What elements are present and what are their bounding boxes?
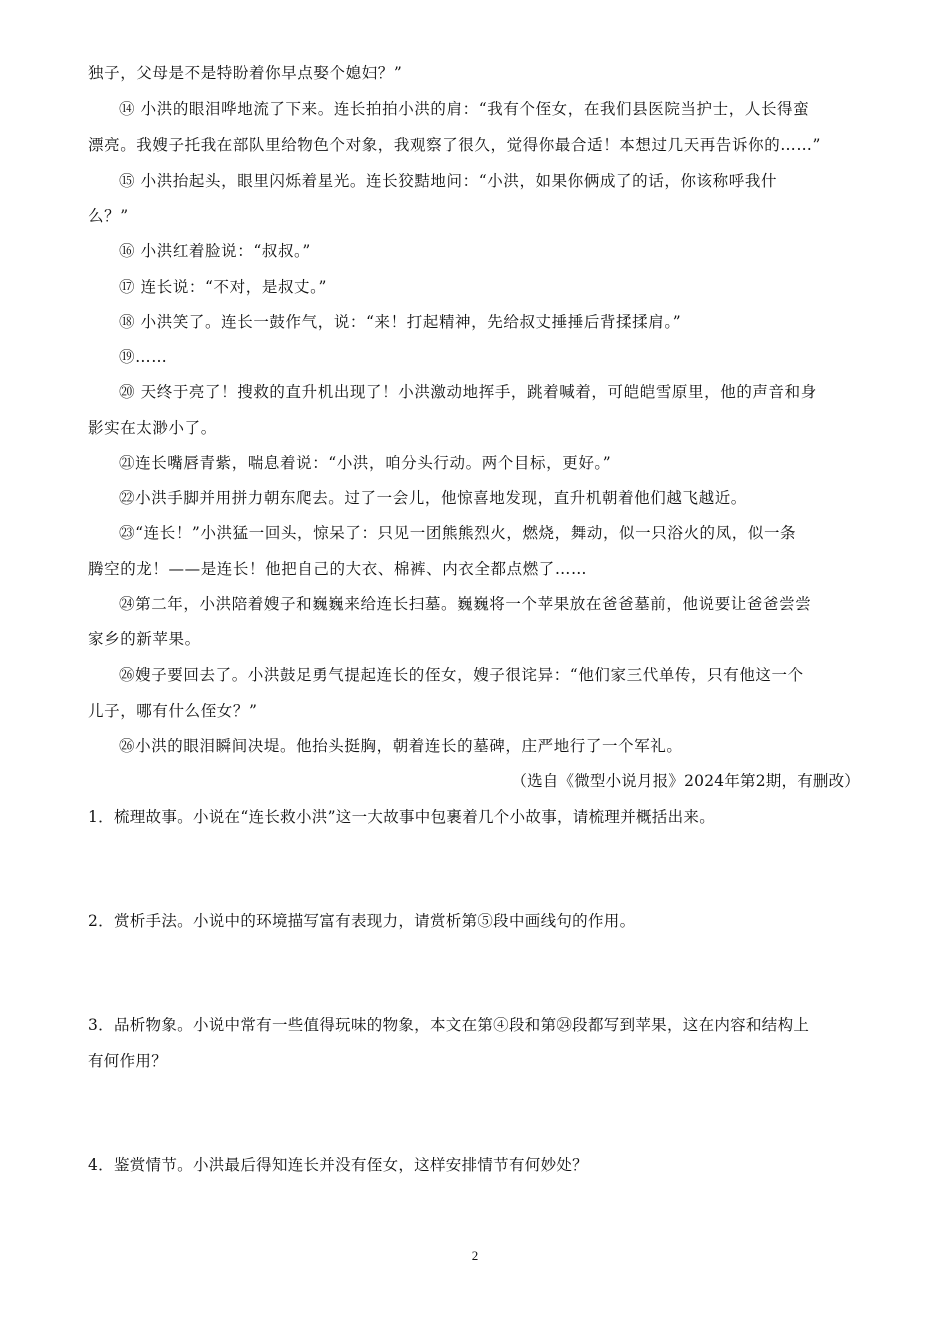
paragraph-line: 腾空的龙！——是连长！他把自己的大衣、棉裤、内衣全都点燃了…… — [88, 560, 588, 578]
paragraph-24: ㉔第二年，小洪陪着嫂子和巍巍来给连长扫墓。巍巍将一个苹果放在爸爸墓前，他说要让爸爸尝尝 — [119, 595, 812, 613]
paragraph-22: ㉒小洪手脚并用拼力朝东爬去。过了一会儿，他惊喜地发现，直升机朝着他们越飞越近。 — [119, 489, 747, 507]
question-3-continued: 有何作用？ — [88, 1052, 168, 1070]
paragraph-line: 儿子，哪有什么侄女？” — [88, 702, 258, 720]
question-2: 2．赏析手法。小说中的环境描写富有表现力，请赏析第⑤段中画线句的作用。 — [88, 912, 636, 930]
paragraph-16: ⑯ 小洪红着脸说：“叔叔。” — [119, 242, 311, 260]
question-3: 3．品析物象。小说中常有一些值得玩味的物象，本文在第④段和第㉔段都写到苹果，这在内容和结构上 — [88, 1016, 810, 1034]
paragraph-25: ㉖嫂子要回去了。小洪鼓足勇气提起连长的侄女，嫂子很诧异：“他们家三代单传，只有他这一个 — [119, 666, 804, 684]
paragraph-line: 家乡的新苹果。 — [88, 630, 201, 648]
paragraph-line: 独子，父母是不是特盼着你早点娶个媳妇？” — [88, 64, 403, 82]
page-number: 2 — [471, 1248, 479, 1263]
paragraph-line: 么？” — [88, 207, 129, 225]
paragraph-26: ㉖小洪的眼泪瞬间决堤。他抬头挺胸，朝着连长的墓碑，庄严地行了一个军礼。 — [119, 737, 683, 755]
paragraph-18: ⑱ 小洪笑了。连长一鼓作气，说：“来！打起精神，先给叔丈捶捶后背揉揉肩。” — [119, 313, 682, 331]
paragraph-15: ⑮ 小洪抬起头，眼里闪烁着星光。连长狡黠地问：“小洪，如果你俩成了的话，你该称呼我什 — [119, 172, 778, 190]
paragraph-21: ㉑连长嘴唇青紫，喘息着说：“小洪，咱分头行动。两个目标，更好。” — [119, 454, 612, 472]
paragraph-14: ⑭ 小洪的眼泪哗地流了下来。连长拍拍小洪的肩：“我有个侄女，在我们县医院当护士，人长得蛮 — [119, 100, 810, 118]
paragraph-23: ㉓“连长！”小洪猛一回头，惊呆了：只见一团熊熊烈火，燃烧，舞动，似一只浴火的凤，似一条 — [119, 524, 797, 542]
source-citation: （选自《微型小说月报》2024年第2期，有删改） — [511, 772, 860, 790]
paragraph-17: ⑰ 连长说：“不对，是叔丈。” — [119, 278, 328, 296]
paragraph-19: ⑲…… — [119, 348, 168, 366]
question-1: 1．梳理故事。小说在“连长救小洪”这一大故事中包裹着几个小故事，请梳理并概括出来。 — [88, 808, 716, 826]
paragraph-line: 漂亮。我嫂子托我在部队里给物色个对象，我观察了很久，觉得你最合适！本想过几天再告诉你的……” — [88, 136, 822, 154]
paragraph-line: 影实在太渺小了。 — [88, 419, 217, 437]
paragraph-20: ⑳ 天终于亮了！搜救的直升机出现了！小洪激动地挥手，跳着喊着，可皑皑雪原里，他的声音和身 — [119, 383, 817, 401]
question-4: 4．鉴赏情节。小洪最后得知连长并没有侄女，这样安排情节有何妙处？ — [88, 1156, 588, 1174]
